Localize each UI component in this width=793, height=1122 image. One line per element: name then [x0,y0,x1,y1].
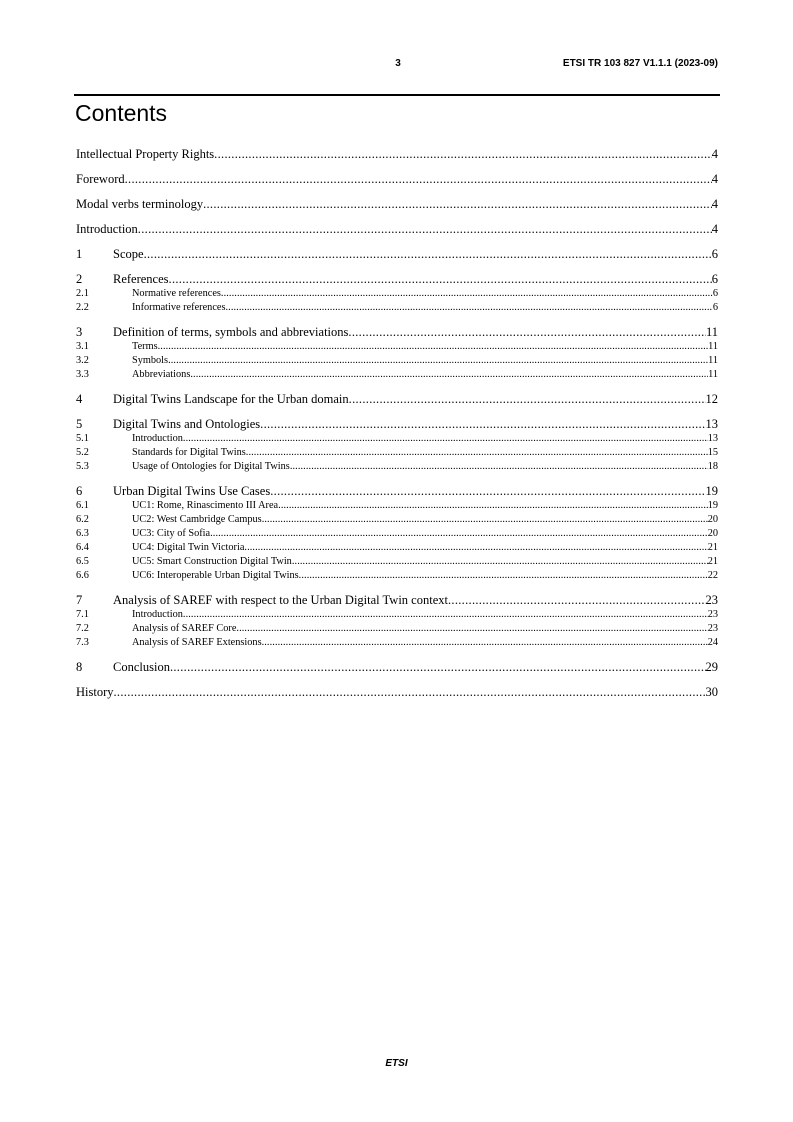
toc-entry-number: 6.3 [76,528,89,539]
toc-entry[interactable] [76,340,718,354]
toc-entry[interactable] [76,636,718,650]
toc-entry[interactable] [76,527,718,541]
table-of-contents [76,147,718,700]
toc-entry-number: 6.4 [76,542,89,553]
toc-dot-leader [299,569,708,583]
toc-entry[interactable] [76,660,718,675]
toc-dot-leader [292,555,708,569]
toc-entry-number: 5.2 [76,447,89,458]
toc-dot-leader [278,499,708,513]
toc-entry-page: 21 [707,542,718,553]
toc-entry-page: 6 [711,272,718,286]
toc-entry[interactable] [76,147,718,162]
toc-dot-leader [183,608,708,622]
document-reference: ETSI TR 103 827 V1.1.1 (2023-09) [562,58,718,69]
toc-entry-page: 11 [708,355,718,366]
toc-entry-number: 2.2 [76,302,89,313]
toc-entry-number: 7.1 [76,609,89,620]
toc-entry-page: 23 [705,593,718,607]
toc-entry-number: 2 [76,272,83,286]
toc-entry[interactable] [76,569,718,583]
toc-entry-number: 2.1 [76,288,89,299]
toc-entry-number: 3.1 [76,341,89,352]
toc-entry-title: Definition of terms, symbols and abbreviations [113,325,349,339]
toc-entry[interactable] [76,513,718,527]
toc-entry-title: UC5: Smart Construction Digital Twin [132,556,292,567]
toc-entry[interactable] [76,484,718,499]
toc-dot-leader [236,622,707,636]
toc-entry-title: UC1: Rome, Rinascimento III Area [132,500,279,511]
toc-entry-page: 13 [705,417,718,431]
toc-entry[interactable] [76,392,718,407]
toc-entry-page: 13 [707,433,718,444]
toc-entry[interactable] [76,622,718,636]
toc-entry-number: 4 [76,392,83,406]
toc-entry-page: 23 [707,623,718,634]
toc-dot-leader [221,287,713,301]
toc-entry[interactable] [76,541,718,555]
toc-entry-page: 11 [708,369,718,380]
toc-entry-number: 5 [76,417,83,431]
toc-dot-leader [170,660,706,675]
toc-entry-page: 4 [711,222,718,236]
toc-entry[interactable] [76,172,718,187]
toc-dot-leader [138,222,712,237]
toc-entry[interactable] [76,446,718,460]
page-title: Contents [75,100,168,126]
toc-entry-page: 30 [705,685,718,699]
toc-dot-leader [225,301,712,315]
toc-entry-page: 19 [705,484,718,498]
toc-entry-number: 6 [76,484,83,498]
toc-entry-number: 6.6 [76,570,89,581]
toc-dot-leader [260,417,705,432]
toc-entry-title: Abbreviations [132,369,191,380]
toc-dot-leader [144,247,712,262]
toc-dot-leader [210,527,708,541]
toc-entry-page: 21 [707,556,718,567]
toc-dot-leader [448,593,706,608]
toc-entry-title: Intellectual Property Rights [76,147,215,161]
toc-entry-page: 6 [712,288,718,299]
toc-entry-number: 8 [76,660,83,674]
toc-entry-number: 6.5 [76,556,89,567]
toc-entry-title: Analysis of SAREF Core [132,623,237,634]
toc-entry-page: 12 [705,392,718,406]
toc-dot-leader [158,340,708,354]
toc-entry-number: 1 [76,247,83,261]
toc-entry[interactable] [76,354,718,368]
toc-entry-page: 4 [711,147,718,161]
toc-dot-leader [270,484,705,499]
toc-entry-number: 5.1 [76,433,89,444]
toc-entry-title: Scope [113,247,144,261]
footer-etsi: ETSI [385,1058,408,1069]
toc-entry[interactable] [76,460,718,474]
toc-entry-title: Usage of Ontologies for Digital Twins [132,461,290,472]
toc-entry-title: UC3: City of Sofia [132,528,211,539]
toc-dot-leader [244,541,707,555]
toc-entry-title: Foreword [76,172,125,186]
toc-entry[interactable] [76,368,718,382]
toc-entry-number: 7 [76,593,83,607]
toc-entry[interactable] [76,593,718,608]
toc-entry[interactable] [76,555,718,569]
toc-entry-title: UC4: Digital Twin Victoria [132,542,245,553]
toc-entry-page: 29 [705,660,718,674]
toc-entry[interactable] [76,685,718,700]
toc-dot-leader [125,172,712,187]
toc-entry[interactable] [76,325,718,340]
toc-entry-page: 11 [708,341,718,352]
toc-entry-title: Digital Twins and Ontologies [113,417,261,431]
toc-entry[interactable] [76,432,718,446]
toc-entry-title: Introduction [132,609,183,620]
toc-entry-title: Normative references [132,288,221,299]
toc-dot-leader [348,325,706,340]
toc-entry[interactable] [76,222,718,237]
toc-entry[interactable] [76,247,718,262]
toc-entry-number: 6.1 [76,500,89,511]
toc-entry-number: 7.2 [76,623,89,634]
toc-dot-leader [262,636,708,650]
toc-entry[interactable] [76,287,718,301]
toc-dot-leader [262,513,708,527]
toc-dot-leader [190,368,708,382]
toc-dot-leader [246,446,708,460]
toc-entry-page: 4 [711,197,718,211]
toc-entry[interactable] [76,301,718,315]
toc-entry-title: Analysis of SAREF with respect to the Urban Digital Twin context [113,593,448,607]
page-header [76,58,720,74]
toc-entry-title: Conclusion [113,660,170,674]
toc-entry-number: 6.2 [76,514,89,525]
toc-entry-page: 20 [707,514,718,525]
toc-entry-number: 5.3 [76,461,89,472]
toc-entry-number: 3 [76,325,83,339]
toc-dot-leader [168,354,708,368]
toc-dot-leader [349,392,706,407]
toc-entry-title: Digital Twins Landscape for the Urban domain [113,392,349,406]
toc-entry-title: UC2: West Cambridge Campus [132,514,262,525]
toc-entry-page: 20 [707,528,718,539]
toc-entry[interactable] [76,417,718,432]
toc-entry-page: 6 [712,302,718,313]
toc-dot-leader [183,432,708,446]
page-number: 3 [395,58,401,69]
toc-entry-page: 18 [707,461,718,472]
toc-entry[interactable] [76,197,718,212]
toc-entry-title: History [76,685,114,699]
toc-dot-leader [114,685,706,700]
toc-entry-title: Introduction [132,433,183,444]
toc-entry-number: 3.2 [76,355,89,366]
toc-entry-page: 24 [707,637,718,648]
toc-entry-title: Terms [132,341,158,352]
toc-entry-number: 3.3 [76,369,89,380]
toc-entry-title: Urban Digital Twins Use Cases [113,484,271,498]
toc-dot-leader [169,272,712,287]
toc-entry-title: References [113,272,169,286]
toc-entry-title: Symbols [132,355,169,366]
toc-entry-page: 23 [707,609,718,620]
toc-entry[interactable] [76,608,718,622]
toc-entry-title: Analysis of SAREF Extensions [132,637,262,648]
toc-entry-page: 22 [707,570,718,581]
toc-entry-page: 6 [711,247,718,261]
toc-dot-leader [214,147,712,162]
toc-dot-leader [290,460,708,474]
toc-entry-page: 19 [707,500,718,511]
toc-dot-leader [203,197,712,212]
toc-entry-page: 4 [711,172,718,186]
toc-entry-number: 7.3 [76,637,89,648]
toc-entry-title: Standards for Digital Twins [132,447,246,458]
toc-entry-title: Modal verbs terminology [76,197,204,211]
toc-entry-page: 15 [707,447,718,458]
toc-entry-title: UC6: Interoperable Urban Digital Twins [132,570,299,581]
toc-entry-page: 11 [705,325,718,339]
header-rule [74,94,720,96]
toc-entry-title: Introduction [76,222,138,236]
toc-entry[interactable] [76,272,718,287]
toc-entry[interactable] [76,499,718,513]
toc-entry-title: Informative references [132,302,226,313]
